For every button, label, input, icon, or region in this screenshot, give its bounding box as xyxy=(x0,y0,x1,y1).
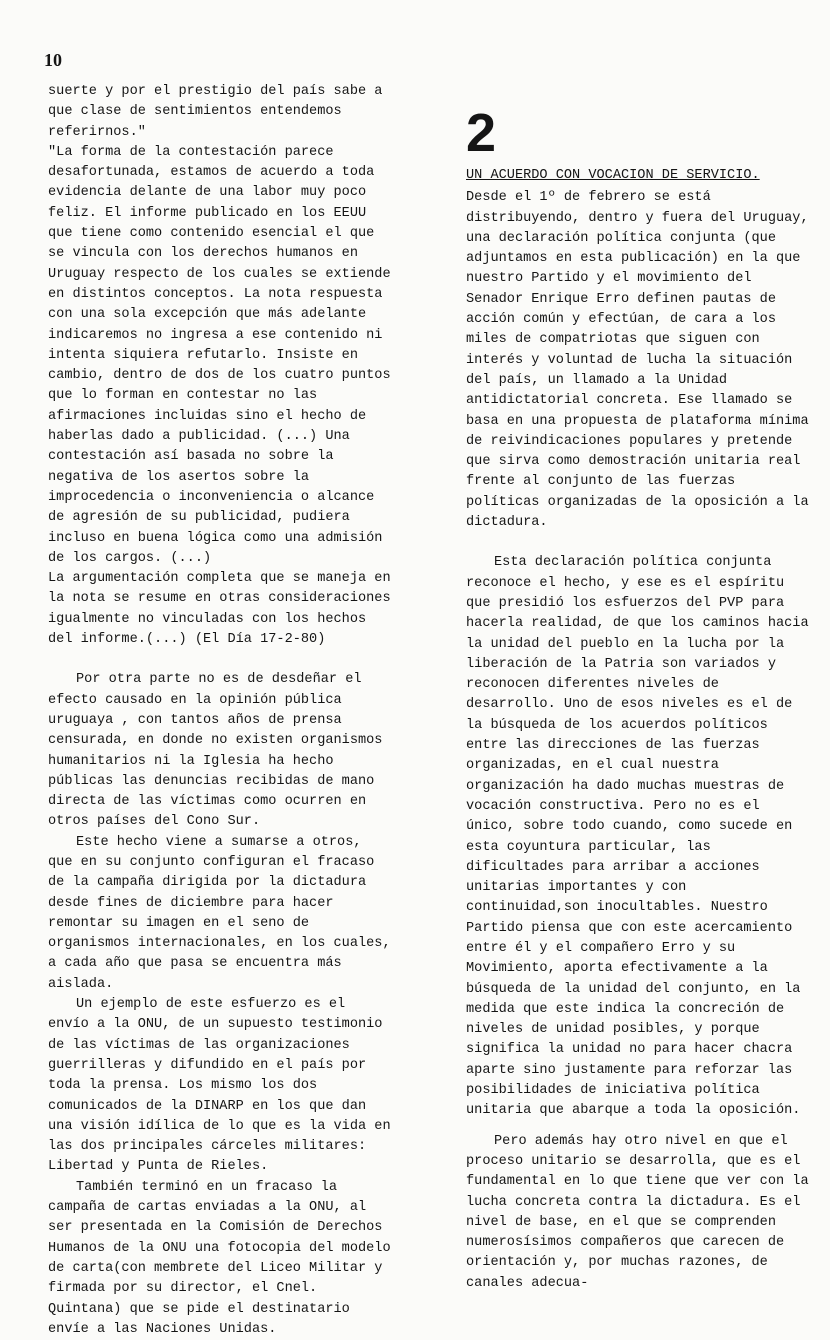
right-paragraphs xyxy=(466,188,811,1294)
section-title: UN ACUERDO CON VOCACION DE SERVICIO. xyxy=(466,168,760,183)
section-number: 2 xyxy=(466,103,496,163)
page-number: 10 xyxy=(44,50,62,70)
left-column xyxy=(48,82,393,1340)
paragraph: Un ejemplo de este esfuerzo es el envío a la ONU, de un supuesto testimonio de las víctimas de las organizaciones guerrilleras y difundido en el país por toda la prensa. Los mismo los dos comunicados de la DINARP en los que dan una visión idílica de lo que es la vida en las dos principales cárceles militares: Libertad y Punta de Rieles. xyxy=(48,997,391,1175)
paragraph: También terminó en un fracaso la campaña de cartas enviadas a la ONU, al ser presentada en la Comisión de Derechos Humanos de la ONU una fotocopia del modelo de carta(con membrete del Liceo Militar y firmada por su director, el Cnel. Quintana) que se pide el destinatario envíe a las Naciones Unidas. xyxy=(48,1179,391,1337)
paragraph: La argumentación completa que se maneja en la nota se resume en otras consideraciones igualmente no vinculadas con los hechos del informe.(...) (El Día 17-2-80) xyxy=(48,571,391,648)
paragraph: "La forma de la contestación parece desafortunada, estamos de acuerdo a toda evidencia delante de una labor muy poco feliz. El informe publicado en los EEUU que tiene como contenido esencial el que se vincula con los derechos humanos en Uruguay respecto de los cuales se extiende en distintos conceptos. La nota respuesta con una sola excepción que más adelante indicaremos no ingresa a ese contenido ni intenta siquiera refutarlo. Insiste en cambio, dentro de dos de los cuatro puntos que lo forman en contestar no las afirmaciones incluidas sino el hecho de haberlas dado a publicidad. (...) Una contestación así basada no sobre la negativa de los asertos sobre la improcedencia o inconveniencia o alcance de agresión de su publicidad, pudiera incluso en buena lógica como una admisión de los cargos. (...) xyxy=(48,144,391,566)
paragraph: Por otra parte no es de desdeñar el efecto causado en la opinión pública uruguaya , con tantos años de prensa censurada, en donde no existen organismos humanitarios ni la Iglesia ha hecho públicas las denuncias recibidas de mano directa de las víctimas como ocurren en otros países del Cono Sur. xyxy=(48,672,383,830)
paragraph: Esta declaración política conjunta reconoce el hecho, y ese es el espíritu que presidió los esfuerzos del PVP para hacerla realidad, de que los caminos hacia la unidad del pueblo en la lucha por la liberación de la Patria son variados y reconocen diferentes niveles de desarrollo. Uno de esos niveles es el de la búsqueda de los acuerdos políticos entre las direcciones de las fuerzas organizadas, en el cual nuestra organización ha dado muchas muestras de vocación constructiva. Pero no es el único, sobre todo cuando, como sucede en esta coyuntura particular, las dificultades para arribar a acciones unitarias importantes y con continuidad,son inocultables. Nuestro Partido piensa que con este acercamiento entre él y el compañero Erro y su Movimiento, aporta efectivamente a la búsqueda de la unidad del conjunto, en la medida que este indica la concreción de niveles de unidad posibles, y porque significa la unidad no para hacer chacra aparte sino justamente para reforzar las posibilidades de iniciativa política unitaria que abarque a toda la oposición. xyxy=(466,555,809,1119)
paragraph: Pero además hay otro nivel en que el proceso unitario se desarrolla, que es el fundamental en lo que tiene que ver con la lucha concreta contra la dictadura. Es el nivel de base, en el que se comprenden numerosísimos compañeros que carecen de orientación y, por muchas razones, de canales adecua- xyxy=(466,1133,809,1291)
paragraph: suerte y por el prestigio del país sabe a que clase de sentimientos entendemos referirnos." xyxy=(48,84,383,140)
paragraph: Este hecho viene a sumarse a otros, que en su conjunto configuran el fracaso de la campaña dirigida por la dictadura desde fines de diciembre para hacer remontar su imagen en el seno de organismos internacionales, en los cuales, a cada año que pasa se encuentra más aislada. xyxy=(48,834,391,992)
paragraph: Desde el 1º de febrero se está distribuyendo, dentro y fuera del Uruguay, una declaración política conjunta (que adjuntamos en esta publicación) en la que nuestro Partido y el movimiento del Senador Enrique Erro definen pautas de acción común y efectúan, de cara a los miles de compatriotas que siguen con interés y voluntad de lucha la situación del país, un llamado a la Unidad antidictatorial concreta. Ese llamado se basa en una propuesta de plataforma mínima de reivindicaciones populares y pretende que sirva como demostración unitaria real frente al conjunto de las fuerzas políticas organizadas de la oposición a la dictadura. xyxy=(466,190,809,531)
right-column xyxy=(466,82,811,1294)
